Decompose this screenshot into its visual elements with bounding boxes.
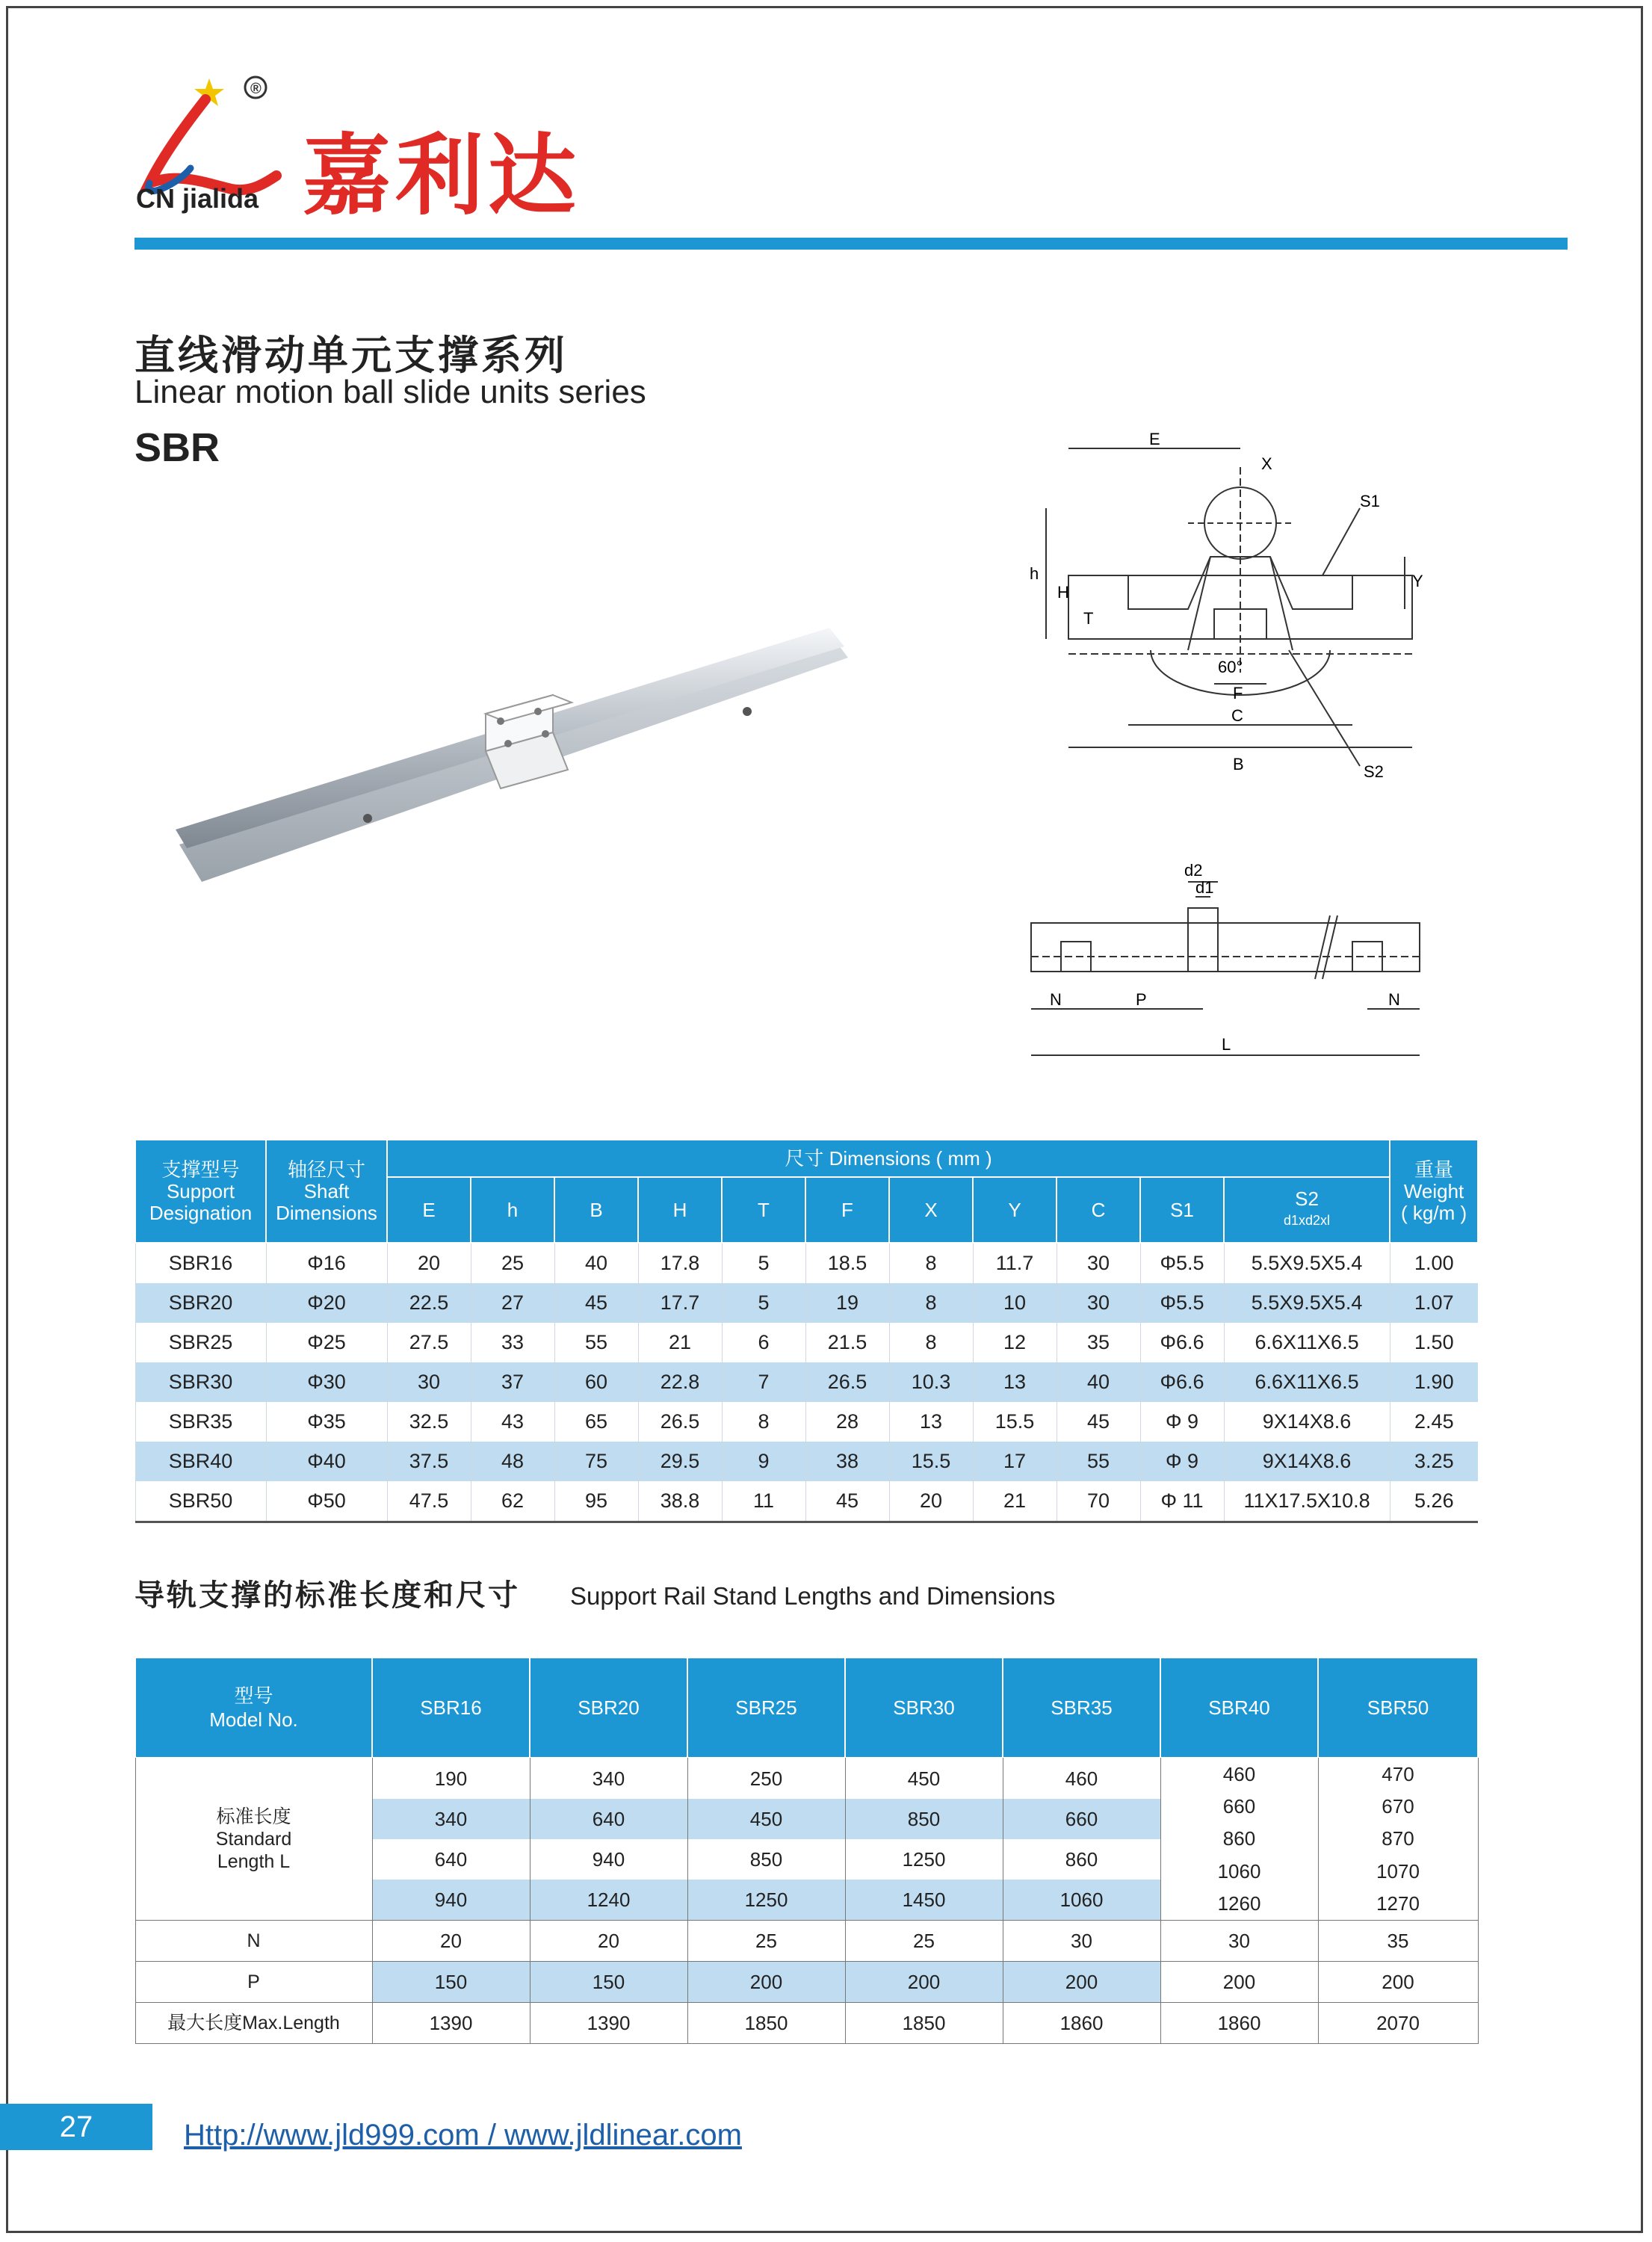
table-cell: 8 [889,1323,973,1362]
table-cell: 25 [471,1243,554,1283]
length-value: 1060 [1217,1859,1261,1883]
table-row [135,1921,1478,1962]
table-cell: Φ6.6 [1140,1362,1224,1402]
p-cell: 200 [687,1962,845,2003]
table-cell: 11X17.5X10.8 [1224,1481,1390,1522]
table-cell: 45 [805,1481,889,1522]
length-value: 850 [846,1799,1003,1839]
header-T: T [722,1177,805,1243]
table-cell: 30 [1057,1243,1140,1283]
table-cell: 65 [554,1402,638,1442]
label-line: Length L [217,1851,291,1872]
table-cell: 8 [889,1243,973,1283]
table-cell: 70 [1057,1481,1140,1522]
table-cell: 55 [554,1323,638,1362]
dimensions-table [134,1139,1479,1523]
table-cell: 30 [387,1362,471,1402]
table-row [135,1442,1478,1481]
length-value: 340 [592,1767,625,1790]
length-cell [845,1758,1003,1921]
length-value: 1070 [1376,1859,1420,1883]
length-value: 190 [434,1767,468,1790]
table-cell: 5.26 [1390,1481,1478,1522]
header-model-col: SBR40 [1160,1658,1318,1758]
header-X: X [889,1177,973,1243]
table-cell: 11.7 [973,1243,1057,1283]
table-cell: Φ30 [266,1362,387,1402]
table-cell: Φ 11 [1140,1481,1224,1522]
length-value: 940 [592,1848,625,1871]
table-cell: 17.7 [638,1283,722,1323]
table-cell: SBR35 [135,1402,266,1442]
header-model-col: SBR16 [372,1658,530,1758]
table-cell: 38.8 [638,1481,722,1522]
p-cell: 200 [1160,1962,1318,2003]
length-value: 250 [749,1767,783,1790]
header-S1: S1 [1140,1177,1224,1243]
header-F: F [805,1177,889,1243]
registered-mark: ® [250,81,262,97]
p-cell: 200 [1318,1962,1478,2003]
title-en: Linear motion ball slide units series [134,374,646,410]
p-cell: 200 [1003,1962,1160,2003]
table-cell: 10 [973,1283,1057,1323]
dim-label-h: h [1030,564,1039,583]
dim-label-E: E [1149,430,1160,448]
header-model-col: SBR30 [845,1658,1003,1758]
table-cell: 22.5 [387,1283,471,1323]
table-row [135,1481,1478,1522]
length-value: 640 [434,1848,468,1871]
table-row [135,1362,1478,1402]
table-cell: 5.5X9.5X5.4 [1224,1243,1390,1283]
table-cell: 60 [554,1362,638,1402]
table-cell: 26.5 [638,1402,722,1442]
table-row [135,1323,1478,1362]
p-cell: 150 [372,1962,530,2003]
table-cell: 5 [722,1243,805,1283]
max-cell: 1860 [1160,2003,1318,2044]
dim-label-N-left: N [1050,990,1062,1009]
dim-label-C: C [1231,706,1243,725]
table-cell: SBR16 [135,1243,266,1283]
table-cell: 45 [554,1283,638,1323]
dim-label-F: F [1233,684,1243,702]
table-cell: 6.6X11X6.5 [1224,1323,1390,1362]
length-value: 850 [749,1848,783,1871]
side-view-diagram [1016,859,1435,1076]
table-cell: Φ40 [266,1442,387,1481]
footer-url-link[interactable]: Http://www.jld999.com / www.jldlinear.com [184,2119,742,2152]
header-model-col: SBR25 [687,1658,845,1758]
table-cell: Φ50 [266,1481,387,1522]
length-value: 340 [373,1799,530,1839]
table-cell: 1.07 [1390,1283,1478,1323]
n-cell: 20 [372,1921,530,1962]
dim-label-L: L [1222,1035,1231,1054]
table-cell: 32.5 [387,1402,471,1442]
table-cell: 8 [722,1402,805,1442]
table-cell: 62 [471,1481,554,1522]
length-value: 1240 [530,1880,687,1920]
length-cell [530,1758,687,1921]
dim-label-X: X [1261,454,1272,473]
title-cn: 直线滑动单元支撑系列 [134,333,568,378]
header-Y: Y [973,1177,1057,1243]
table-cell: 38 [805,1442,889,1481]
table-cell: 75 [554,1442,638,1481]
table-cell: 40 [554,1243,638,1283]
table-cell: 27.5 [387,1323,471,1362]
length-value: 450 [688,1799,845,1839]
table-cell: 37 [471,1362,554,1402]
table-cell: SBR20 [135,1283,266,1323]
page-number: 27 [0,2104,152,2150]
header-model-col: SBR35 [1003,1658,1160,1758]
table-cell: 40 [1057,1362,1140,1402]
max-cell: 1390 [372,2003,530,2044]
dim-label-d2: d2 [1184,861,1203,880]
length-value: 460 [1065,1767,1098,1790]
table-cell: 28 [805,1402,889,1442]
length-cell [1318,1758,1478,1921]
table-cell: SBR25 [135,1323,266,1362]
table-cell: 1.00 [1390,1243,1478,1283]
dim-label-S1: S1 [1360,492,1380,510]
standard-length-label [135,1758,372,1921]
length-value: 450 [907,1767,941,1790]
length-cell [687,1758,845,1921]
table-cell: 55 [1057,1442,1140,1481]
header-h: h [471,1177,554,1243]
header-B: B [554,1177,638,1243]
dim-label-H: H [1057,583,1069,602]
max-cell: 1850 [845,2003,1003,2044]
table-cell: 26.5 [805,1362,889,1402]
header-shaft: 轴径尺寸 Shaft Dimensions [266,1140,387,1243]
length-value: 860 [1065,1848,1098,1871]
max-cell: 2070 [1318,2003,1478,2044]
table-cell: 1.90 [1390,1362,1478,1402]
table-row [135,1243,1478,1283]
header-dimensions: 尺寸 Dimensions ( mm ) [387,1140,1390,1177]
table-cell: 12 [973,1323,1057,1362]
length-cell [372,1758,530,1921]
length-value: 1250 [902,1848,946,1871]
table-cell: 8 [889,1283,973,1323]
table-cell: 2.45 [1390,1402,1478,1442]
table-cell: 9 [722,1442,805,1481]
dim-label-B: B [1233,755,1244,773]
table-cell: 21 [973,1481,1057,1522]
table-cell: SBR40 [135,1442,266,1481]
header-H: H [638,1177,722,1243]
table-cell: 45 [1057,1402,1140,1442]
n-cell: 35 [1318,1921,1478,1962]
table-row [135,1962,1478,2003]
table-cell: 20 [387,1243,471,1283]
table-cell: 33 [471,1323,554,1362]
table-cell: 6 [722,1323,805,1362]
table-cell: 1.50 [1390,1323,1478,1362]
table-cell: Φ35 [266,1402,387,1442]
model-title: SBR [134,425,220,470]
label-line: 标准长度 [216,1806,291,1827]
length-value: 940 [373,1880,530,1920]
length-value: 1270 [1376,1892,1420,1915]
dim-label-Y: Y [1412,572,1423,590]
table-cell: 35 [1057,1323,1140,1362]
table-cell: 21 [638,1323,722,1362]
table-cell: 17 [973,1442,1057,1481]
length-value: 860 [1222,1827,1256,1850]
table-cell: Φ16 [266,1243,387,1283]
table-row [135,1402,1478,1442]
table-cell: Φ5.5 [1140,1243,1224,1283]
table-cell: 48 [471,1442,554,1481]
max-cell: 1390 [530,2003,687,2044]
length-value: 460 [1222,1763,1256,1785]
header-S2: S2 d1xd2xl [1224,1177,1390,1243]
table-cell: 43 [471,1402,554,1442]
table-cell: Φ5.5 [1140,1283,1224,1323]
n-cell: 30 [1003,1921,1160,1962]
table-cell: 5.5X9.5X5.4 [1224,1283,1390,1323]
header-model-col: SBR50 [1318,1658,1478,1758]
p-label: P [135,1962,372,2003]
table-cell: 7 [722,1362,805,1402]
length-cell [1003,1758,1160,1921]
length-cell [1160,1758,1318,1921]
brand-name-cn: 嘉利达 [303,123,581,227]
n-cell: 30 [1160,1921,1318,1962]
table-cell: 18.5 [805,1243,889,1283]
table-cell: 5 [722,1283,805,1323]
header-designation: 支撑型号 Support Designation [135,1140,266,1243]
header-bar [134,238,1568,250]
table-cell: 15.5 [973,1402,1057,1442]
table-cell: 6.6X11X6.5 [1224,1362,1390,1402]
dim-label-d1: d1 [1195,878,1214,897]
table-cell: 10.3 [889,1362,973,1402]
table-cell: 95 [554,1481,638,1522]
section2-title-cn: 导轨支撑的标准长度和尺寸 [134,1579,520,1612]
length-value: 870 [1382,1827,1414,1850]
table-cell: 19 [805,1283,889,1323]
n-cell: 25 [845,1921,1003,1962]
dim-label-P: P [1136,990,1147,1009]
table-cell: 17.8 [638,1243,722,1283]
table-cell: 30 [1057,1283,1140,1323]
dim-label-N-right: N [1388,990,1400,1009]
table-cell: 37.5 [387,1442,471,1481]
dim-label-angle: 60° [1218,658,1243,676]
product-image [172,620,882,904]
length-value: 1060 [1003,1880,1160,1920]
lengths-table [134,1657,1479,2044]
table-cell: 29.5 [638,1442,722,1481]
header-model-col: SBR20 [530,1658,687,1758]
length-value: 1250 [688,1880,845,1920]
table-cell: Φ25 [266,1323,387,1362]
table-cell: 20 [889,1481,973,1522]
table-row [135,2003,1478,2044]
header-weight: 重量 Weight ( kg/m ) [1390,1140,1478,1243]
table-cell: 22.8 [638,1362,722,1402]
table-cell: Φ20 [266,1283,387,1323]
table-cell: 3.25 [1390,1442,1478,1481]
header-E: E [387,1177,471,1243]
max-cell: 1860 [1003,2003,1160,2044]
dim-label-S2: S2 [1364,762,1384,781]
table-cell: Φ6.6 [1140,1323,1224,1362]
length-value: 640 [530,1799,687,1839]
length-value: 660 [1222,1795,1256,1818]
max-label: 最大长度Max.Length [135,2003,372,2044]
table-cell: 13 [973,1362,1057,1402]
section2-title-en: Support Rail Stand Lengths and Dimensions [570,1582,1056,1610]
length-value: 1260 [1217,1892,1261,1915]
table-cell: 13 [889,1402,973,1442]
n-label: N [135,1921,372,1962]
max-cell: 1850 [687,2003,845,2044]
length-value: 1450 [846,1880,1003,1920]
p-cell: 150 [530,1962,687,2003]
brand-name-en: CN jialida [136,183,259,214]
table-cell: 15.5 [889,1442,973,1481]
length-value: 660 [1003,1799,1160,1839]
table-cell: 9X14X8.6 [1224,1402,1390,1442]
label-line: Standard [215,1829,292,1850]
length-value: 470 [1382,1763,1414,1785]
header-model: 型号 Model No. [135,1658,372,1758]
table-cell: SBR30 [135,1362,266,1402]
table-cell: 47.5 [387,1481,471,1522]
table-cell: 21.5 [805,1323,889,1362]
table-cell: Φ 9 [1140,1402,1224,1442]
table-cell: 9X14X8.6 [1224,1442,1390,1481]
n-cell: 20 [530,1921,687,1962]
table-cell: 27 [471,1283,554,1323]
header-C: C [1057,1177,1140,1243]
n-cell: 25 [687,1921,845,1962]
dim-label-T: T [1083,609,1094,628]
cross-section-diagram [1024,426,1435,807]
p-cell: 200 [845,1962,1003,2003]
table-row [135,1283,1478,1323]
table-cell: SBR50 [135,1481,266,1522]
table-cell: Φ 9 [1140,1442,1224,1481]
table-cell: 11 [722,1481,805,1522]
length-value: 670 [1382,1795,1414,1818]
